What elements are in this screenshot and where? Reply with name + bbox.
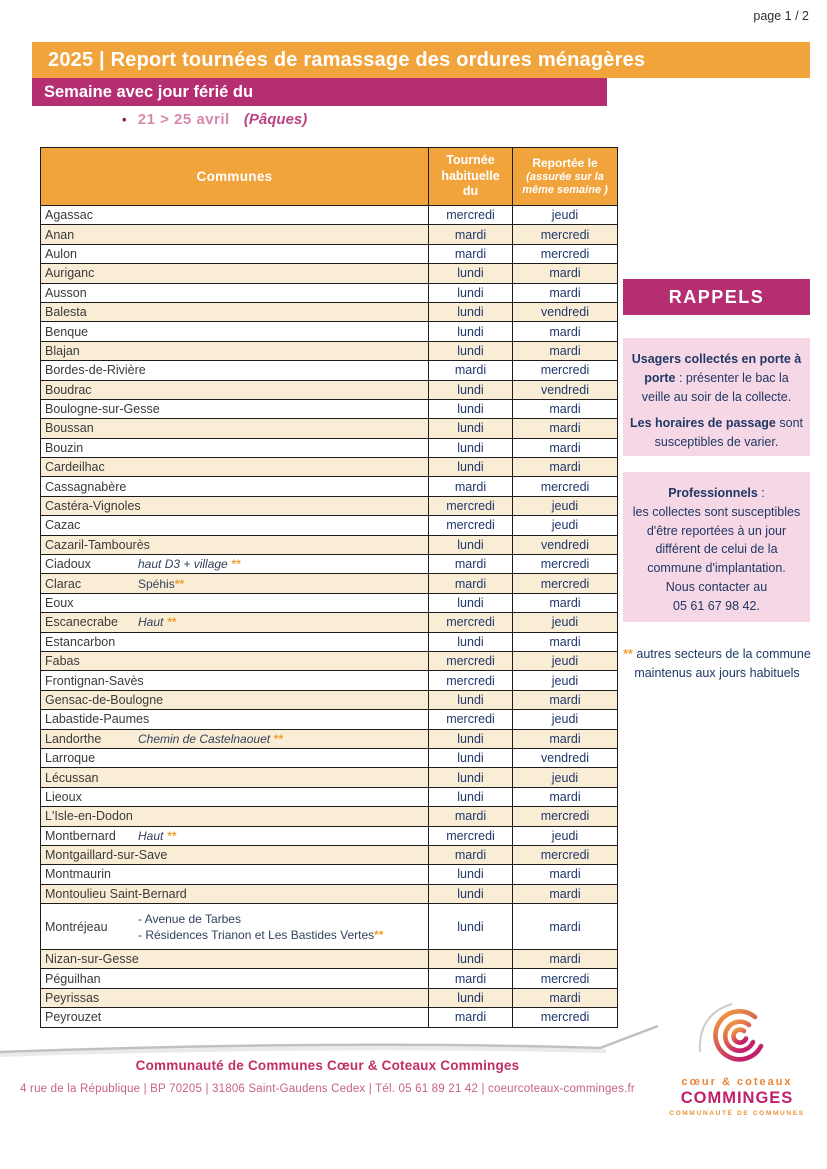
reported-day-cell: jeudi [513, 651, 618, 670]
commune-name: Estancarbon [45, 634, 116, 649]
reported-day-cell: mercredi [513, 969, 618, 988]
commune-cell [41, 884, 429, 903]
usual-day-cell: lundi [429, 632, 513, 651]
reported-day-cell: vendredi [513, 748, 618, 767]
commune-sector-note: Spéhis** [138, 576, 185, 591]
table-row [41, 787, 618, 806]
commune-name: Peyrissas [45, 991, 100, 1006]
commune-name: Agassac [45, 208, 93, 223]
commune-cell [41, 244, 429, 263]
table-row [41, 593, 618, 612]
commune-name: Frontignan-Savès [45, 673, 144, 688]
table-row [41, 969, 618, 988]
reminder-paragraph [629, 484, 804, 503]
commune-name: Clarac [45, 576, 82, 591]
commune-cell [41, 768, 429, 787]
usual-day-cell: lundi [429, 302, 513, 321]
usual-day-cell: mercredi [429, 516, 513, 535]
commune-name: Benque [45, 324, 89, 339]
table-row [41, 865, 618, 884]
usual-day-cell: lundi [429, 419, 513, 438]
commune-cell [41, 787, 429, 806]
table-row [41, 302, 618, 321]
usual-day-cell: lundi [429, 748, 513, 767]
usual-day-cell: mardi [429, 244, 513, 263]
usual-day-cell: mardi [429, 1008, 513, 1027]
reported-day-cell: jeudi [513, 671, 618, 690]
commune-cell [41, 419, 429, 438]
column-header-usual-day: Tournée habituelle du [429, 148, 513, 206]
spiral-c-logo-icon [698, 1000, 776, 1074]
reported-day-cell: mercredi [513, 574, 618, 593]
commune-cell [41, 690, 429, 709]
commune-cell [41, 969, 429, 988]
commune-cell [41, 206, 429, 225]
commune-cell [41, 826, 429, 845]
table-row [41, 690, 618, 709]
usual-day-cell: mercredi [429, 613, 513, 632]
commune-name: Castéra-Vignoles [45, 499, 141, 514]
commune-cell [41, 845, 429, 864]
commune-cell [41, 555, 429, 574]
reminder-text: : présenter le bac la veille au soir de la collecte. [641, 370, 792, 404]
reminder-paragraph: les collectes sont susceptibles d'être reportées à un jour différent de celui de la commune d'implantation. [632, 504, 801, 575]
usual-day-cell: lundi [429, 690, 513, 709]
commune-name: Boulogne-sur-Gesse [45, 402, 160, 417]
commune-cell [41, 632, 429, 651]
table-row [41, 807, 618, 826]
table-row [41, 748, 618, 767]
table-row [41, 904, 618, 950]
usual-day-cell: lundi [429, 787, 513, 806]
table-row [41, 729, 618, 748]
reported-day-cell: mardi [513, 593, 618, 612]
commune-name: Boussan [45, 421, 94, 436]
reported-day-cell: mardi [513, 399, 618, 418]
commune-name: Labastide-Paumes [45, 712, 150, 727]
commune-name: Anan [45, 227, 75, 242]
usual-day-cell: mercredi [429, 206, 513, 225]
reported-day-cell: mardi [513, 988, 618, 1007]
commune-name: Nizan-sur-Gesse [45, 952, 139, 967]
asterisks-icon: ** [166, 615, 177, 630]
table-row [41, 884, 618, 903]
reported-day-cell: mercredi [513, 807, 618, 826]
usual-day-cell: lundi [429, 264, 513, 283]
reported-day-cell: mardi [513, 458, 618, 477]
reported-day-cell: mercredi [513, 555, 618, 574]
table-row [41, 206, 618, 225]
reported-day-cell: jeudi [513, 516, 618, 535]
commune-cell [41, 748, 429, 767]
usual-day-cell: mardi [429, 807, 513, 826]
usual-day-cell: lundi [429, 341, 513, 360]
footer-address: 4 rue de la République | BP 70205 | 31806 Saint-Gaudens Cedex | Tél. 05 61 89 21 42 | coeurcoteaux-comminges.fr [20, 1083, 635, 1095]
table-row [41, 244, 618, 263]
usual-day-cell: lundi [429, 593, 513, 612]
table-row [41, 341, 618, 360]
asterisks-icon: ** [231, 557, 241, 572]
bullet-icon: • [122, 112, 127, 127]
reported-day-cell: mardi [513, 787, 618, 806]
reported-day-cell: mercredi [513, 244, 618, 263]
usual-day-cell: mercredi [429, 826, 513, 845]
table-body [41, 206, 618, 1028]
asterisks-icon: ** [166, 828, 177, 843]
commune-cell [41, 613, 429, 632]
reported-day-cell: jeudi [513, 613, 618, 632]
commune-cell [41, 322, 429, 341]
commune-name: Montbernard [45, 828, 116, 843]
commune-sector-note: Haut ** [138, 615, 177, 630]
commune-name: Bouzin [45, 440, 84, 455]
usual-day-cell: mercredi [429, 496, 513, 515]
commune-name: Aulon [45, 246, 77, 261]
asterisks-icon: ** [273, 731, 283, 746]
reminder-paragraph [629, 350, 804, 406]
table-row [41, 225, 618, 244]
reported-day-cell: mercredi [513, 1008, 618, 1027]
commune-sector-note: Haut ** [138, 828, 177, 843]
usual-day-cell: lundi [429, 322, 513, 341]
rappels-header [623, 279, 810, 315]
table-row [41, 950, 618, 969]
reported-day-cell: mardi [513, 729, 618, 748]
footer-organization: Communauté de Communes Cœur & Coteaux Comminges [135, 1058, 520, 1073]
commune-cell [41, 477, 429, 496]
usual-day-cell: lundi [429, 399, 513, 418]
reminder-bold-text: Les horaires de passage [629, 416, 776, 431]
reported-day-cell: jeudi [513, 710, 618, 729]
commune-cell [41, 438, 429, 457]
reported-day-cell: jeudi [513, 496, 618, 515]
usual-day-cell: mardi [429, 225, 513, 244]
asterisks-legend [617, 645, 817, 684]
table-row [41, 845, 618, 864]
asterisks-icon: ** [623, 647, 633, 661]
table-row [41, 555, 618, 574]
commune-cell [41, 710, 429, 729]
collection-schedule-table [40, 147, 618, 1028]
reported-day-cell: jeudi [513, 826, 618, 845]
table-row [41, 458, 618, 477]
reported-day-cell: mercredi [513, 225, 618, 244]
commune-name: Cassagnabère [45, 479, 127, 494]
reminder-text: sont susceptibles de varier. [654, 416, 803, 449]
logo-line-comminges: COMMINGES [680, 1089, 794, 1107]
usual-day-cell: mercredi [429, 651, 513, 670]
reminder-phone: 05 61 67 98 42. [673, 598, 760, 613]
table-row [41, 671, 618, 690]
usual-day-cell: mardi [429, 574, 513, 593]
table-row [41, 535, 618, 554]
table-row [41, 361, 618, 380]
commune-name: Fabas [45, 654, 80, 669]
subtitle-band [32, 78, 607, 106]
commune-cell [41, 574, 429, 593]
commune-cell [41, 361, 429, 380]
table-row [41, 651, 618, 670]
commune-name: Cazaril-Tambourès [45, 537, 150, 552]
table-row [41, 264, 618, 283]
usual-day-cell: lundi [429, 904, 513, 950]
commune-name: Montoulieu Saint-Bernard [45, 886, 187, 901]
reported-day-cell: mardi [513, 341, 618, 360]
reported-day-cell: mercredi [513, 845, 618, 864]
reported-day-cell: mercredi [513, 361, 618, 380]
commune-name: Escanecrabe [45, 615, 118, 630]
usual-day-cell: lundi [429, 768, 513, 787]
reported-subtitle: (assurée sur la même semaine ) [522, 170, 608, 196]
holiday-period [122, 111, 307, 131]
reported-day-cell: jeudi [513, 206, 618, 225]
logo-line-communaute: COMMUNAUTÉ DE COMMUNES [669, 1110, 805, 1117]
commune-cell [41, 380, 429, 399]
column-header-reported-day [513, 148, 618, 206]
commune-cell [41, 807, 429, 826]
reported-title: Reportée le [532, 156, 598, 171]
legend-text: autres secteurs de la commune maintenus aux jours habituels [632, 647, 811, 681]
commune-cell [41, 341, 429, 360]
usual-day-cell: mardi [429, 361, 513, 380]
usual-day-cell: mardi [429, 555, 513, 574]
usual-day-cell: lundi [429, 988, 513, 1007]
commune-name: Eoux [45, 596, 74, 610]
table-row [41, 419, 618, 438]
commune-name: Ciadoux [45, 557, 91, 572]
logo-line-coeur-coteaux: cœur & coteaux [681, 1076, 793, 1088]
commune-cell [41, 950, 429, 969]
reminder-bold-text: Usagers collectés en porte à porte [631, 352, 802, 385]
commune-cell [41, 302, 429, 321]
usual-day-cell: mardi [429, 969, 513, 988]
reported-day-cell: mardi [513, 283, 618, 302]
table-row [41, 768, 618, 787]
commune-name: Auriganc [45, 266, 95, 281]
table-row [41, 710, 618, 729]
commune-cell [41, 988, 429, 1007]
commune-cell [41, 729, 429, 748]
document-title-band [32, 42, 810, 78]
usual-day-cell: lundi [429, 458, 513, 477]
table-row [41, 399, 618, 418]
table-row [41, 826, 618, 845]
commune-sector-note: Chemin de Castelnaouet ** [138, 731, 283, 746]
period-dates: 21 > 25 avril [137, 111, 230, 128]
usual-day-cell: mercredi [429, 671, 513, 690]
commune-cell [41, 904, 429, 950]
table-row [41, 283, 618, 302]
document-title: 2025 | Report tournées de ramassage des ordures ménagères [48, 49, 646, 71]
commune-cell [41, 399, 429, 418]
rappels-title: RAPPELS [668, 287, 765, 307]
commune-name: Montréjeau [45, 919, 108, 934]
table-row [41, 574, 618, 593]
commune-name: Cazac [45, 518, 81, 533]
commune-name: Peyrouzet [45, 1010, 102, 1025]
commune-sector-note: - Avenue de Tarbes - Résidences Trianon et Les Bastides Vertes** [138, 911, 384, 942]
commune-name: Gensac-de-Boulogne [45, 692, 164, 707]
table-row [41, 632, 618, 651]
commune-name: Cardeilhac [45, 460, 105, 475]
reported-day-cell: mardi [513, 322, 618, 341]
commune-cell [41, 516, 429, 535]
commune-name: Lieoux [45, 789, 82, 804]
usual-day-cell: lundi [429, 535, 513, 554]
commune-name: Landorthe [45, 731, 102, 746]
commune-cell [41, 264, 429, 283]
reported-day-cell: mardi [513, 438, 618, 457]
reported-day-cell: mardi [513, 884, 618, 903]
usual-day-cell: lundi [429, 950, 513, 969]
usual-day-cell: lundi [429, 729, 513, 748]
commune-name: Lécussan [45, 770, 99, 785]
usual-day-cell: lundi [429, 380, 513, 399]
subtitle-text: Semaine avec jour férié du [44, 83, 254, 101]
commune-cell [41, 283, 429, 302]
column-header-communes: Communes [41, 148, 429, 206]
commune-name: Larroque [45, 751, 96, 766]
table-row [41, 322, 618, 341]
table-row [41, 613, 618, 632]
reminder-paragraph [629, 414, 804, 452]
table-row [41, 477, 618, 496]
commune-cell [41, 496, 429, 515]
commune-name: Montmaurin [45, 867, 111, 882]
usual-day-cell: lundi [429, 865, 513, 884]
usual-day-cell: lundi [429, 283, 513, 302]
table-row [41, 496, 618, 515]
commune-cell [41, 865, 429, 884]
commune-name: Montgaillard-sur-Save [45, 848, 168, 863]
reported-day-cell: jeudi [513, 768, 618, 787]
commune-name: L'Isle-en-Dodon [45, 809, 133, 824]
asterisks-icon: ** [174, 576, 185, 591]
asterisks-icon: ** [374, 927, 384, 942]
reminder-bold-text: Professionnels [668, 486, 758, 500]
comminges-logo [662, 1000, 812, 1117]
commune-cell [41, 535, 429, 554]
reported-day-cell: mardi [513, 264, 618, 283]
commune-name: Péguilhan [45, 971, 101, 986]
reported-day-cell: mardi [513, 904, 618, 950]
usual-day-cell: lundi [429, 884, 513, 903]
table-row [41, 516, 618, 535]
reminder-text: : [757, 486, 765, 500]
commune-name: Balesta [45, 305, 87, 320]
commune-cell [41, 225, 429, 244]
reminder-paragraph: Nous contacter au [665, 579, 768, 594]
commune-cell [41, 651, 429, 670]
table-header [41, 148, 618, 206]
table-row [41, 438, 618, 457]
table-row [41, 380, 618, 399]
reported-day-cell: mardi [513, 690, 618, 709]
reported-day-cell: mardi [513, 419, 618, 438]
usual-day-cell: lundi [429, 438, 513, 457]
reported-day-cell: vendredi [513, 380, 618, 399]
reported-day-cell: mardi [513, 865, 618, 884]
commune-name: Boudrac [45, 382, 92, 397]
commune-name: Bordes-de-Rivière [45, 363, 146, 378]
reported-day-cell: vendredi [513, 535, 618, 554]
commune-name: Blajan [45, 343, 80, 358]
reminder-box-professionals [623, 472, 810, 622]
commune-name: Ausson [45, 285, 87, 300]
commune-cell [41, 458, 429, 477]
reported-day-cell: mardi [513, 632, 618, 651]
commune-sector-note: haut D3 + village ** [138, 557, 241, 572]
commune-cell [41, 671, 429, 690]
period-holiday-name: (Pâques) [243, 111, 308, 128]
reported-day-cell: mercredi [513, 477, 618, 496]
commune-cell [41, 593, 429, 612]
usual-day-cell: mardi [429, 845, 513, 864]
page-number: page 1 / 2 [753, 9, 809, 23]
table-row [41, 988, 618, 1007]
reported-day-cell: mardi [513, 950, 618, 969]
reported-day-cell: vendredi [513, 302, 618, 321]
reminder-box-users [623, 338, 810, 456]
usual-day-cell: mardi [429, 477, 513, 496]
usual-day-cell: mercredi [429, 710, 513, 729]
